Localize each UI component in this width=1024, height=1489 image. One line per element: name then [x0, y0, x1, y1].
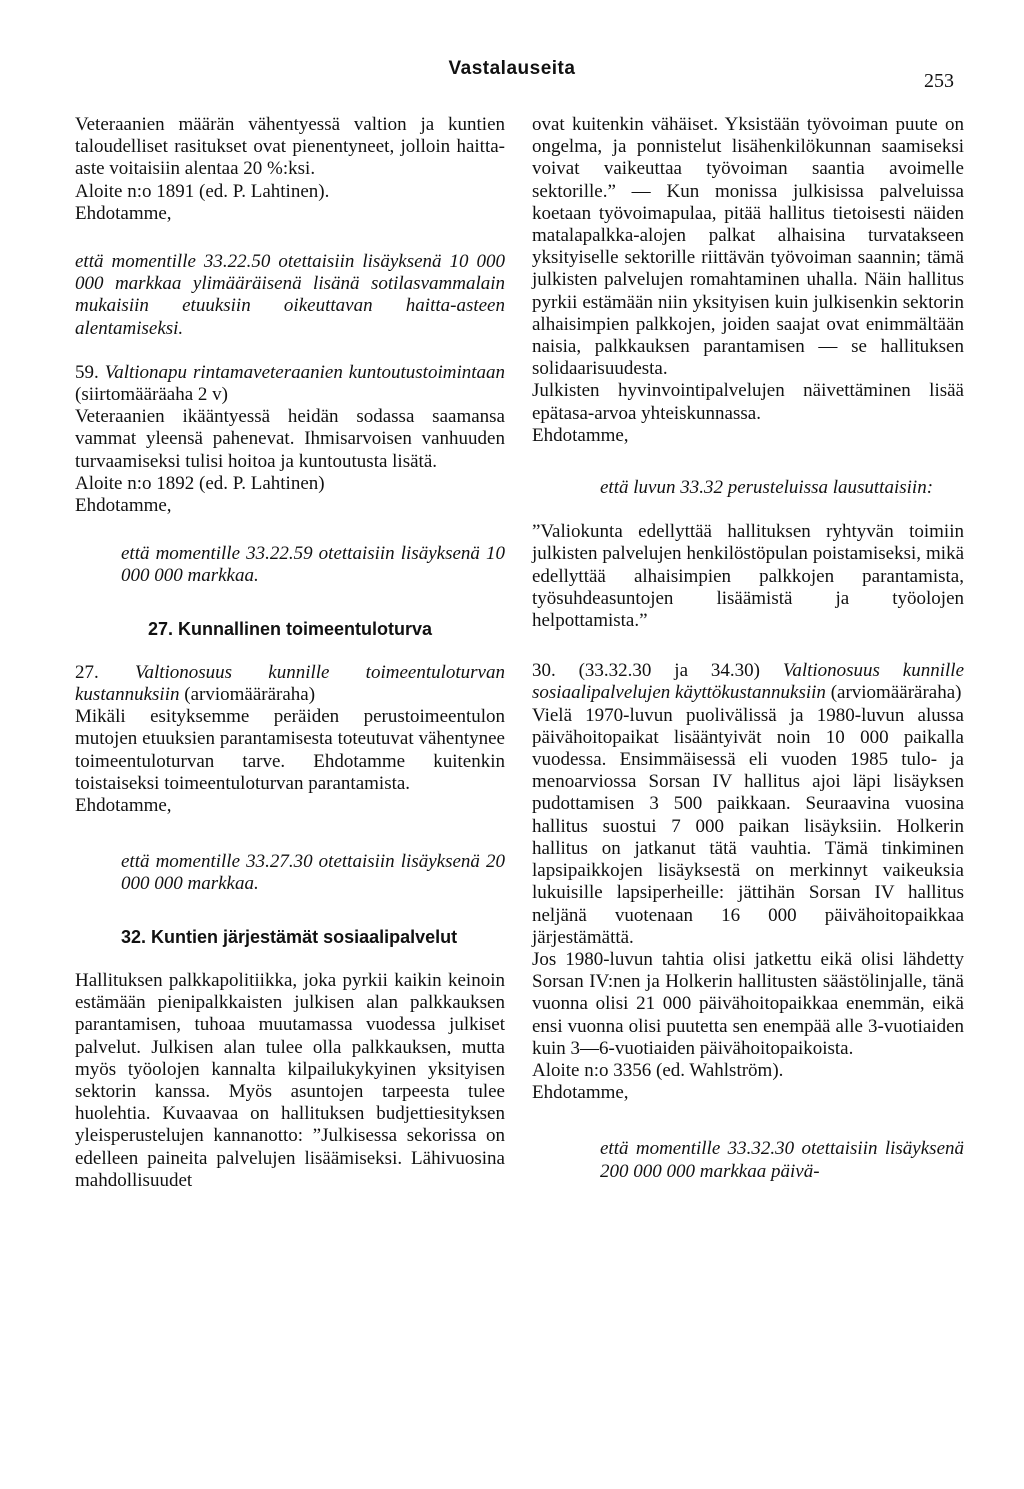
- item-59-heading: [75, 362, 505, 406]
- initiative-reference: Aloite n:o 3356 (ed. Wahlström).: [532, 1059, 784, 1081]
- item-type: (siirtomääräaha 2 v): [75, 384, 228, 406]
- proposal-lead: Ehdotamme,: [75, 495, 172, 517]
- right-column: [532, 114, 964, 1205]
- item-30-heading: [532, 660, 964, 704]
- page-number: 253: [924, 70, 954, 92]
- paragraph: Julkisten hyvinvointipalvelujen näivettäminen lisää epätasa-arvoa yhteiskunnassa.: [532, 380, 964, 424]
- item-27-heading: [75, 662, 505, 706]
- item-type: (arviomääräraha): [830, 682, 962, 704]
- proposal-text: että momentille 33.22.59 otettaisiin lisäyksenä 10 000 000 markkaa.: [121, 543, 505, 587]
- section-heading-32: 32. Kuntien järjestämät sosiaalipalvelut: [121, 926, 458, 947]
- paragraph: Mikäli esityksemme peräiden perustoimeentulon mutojen etuuksien parantamisesta toteutuvat vähentynee toimeentuloturvan tarve. Ehdotamme kuitenkin toistaiseksi toimeentuloturvan parantamista.: [75, 706, 505, 794]
- item-number: 27.: [75, 661, 99, 683]
- paragraph: Jos 1980-luvun tahtia olisi jatkettu eikä olisi lähdetty Sorsan IV:nen ja Holkerin hallitusten säästölinjalle, tänä vuonna olisi 21 000 päivähoitopaikkaa enemmän, eikä ensi vuonna olisi puutetta sen enempää alle 3-vuotiaiden kuin 3—6-vuotiaiden päivähoitopaikoista.: [532, 948, 964, 1059]
- item-title: Valtionosuus kunnille sosiaalipalvelujen käyttökustannuksiin: [532, 660, 964, 704]
- paragraph: Hallituksen palkkapolitiikka, joka pyrkii kaikin keinoin estämään pienipalkkaisten julkisen alan palkkauksen parantamisen, tuhoaa muutamassa vuodessa julkiset palvelut. Julkisen alan tulee olla palkkauksen, mutta myös työolojen kannalta kilpailukykyinen yksityisen sektorin kanssa. Myös asuntojen tarpeesta tulee huolehtia. Kuvaavaa on hallituksen budjettiesityksen yleisperustelujen kannanotto: ”Julkisessa sekorissa on edelleen paineita palvelujen lisäämiseksi. Lähivuosina mahdollisuudet: [75, 969, 505, 1191]
- paragraph: Vielä 1970-luvun puolivälissä ja 1980-luvun alussa päivähoitopaikat lisääntyivät noin 10 000 paikalla vuodessa. Ensimmäisessä eli vuoden 1985 tulo- ja menoarviossa Sorsan IV hallitus ajoi läpi lisäyksen pudottamisen 3 500 paikkaan. Seuraavina vuosina hallitus suostui 7 000 paikan lisäyksiin. Holkerin hallitus on jatkanut tätä vauhtia. Tämä tinkiminen lapsipaikkojen lisäyksestä on merkinnyt vaikeuksia lukuisille lapsiperheille: jättihän Sorsan IV hallitus neljänä vuotenaan 16 000 päivähoitopaikkaa järjestämättä.: [532, 704, 964, 948]
- left-column: [75, 114, 505, 1192]
- proposal-lead: Ehdotamme,: [75, 795, 172, 817]
- item-type: (arviomääräraha): [184, 684, 316, 706]
- proposal-lead: Ehdotamme,: [75, 202, 172, 224]
- proposal-lead: Ehdotamme,: [532, 424, 629, 446]
- section-heading-27: 27. Kunnallinen toimeentuloturva: [147, 618, 433, 639]
- proposal-text: että momentille 33.22.50 otettaisiin lisäyksenä 10 000 000 markkaa ylimääräisenä lisänä sotilasvammalain mukaisiin etuuksiin oikeuttavan haitta-asteen alentamiseksi.: [75, 251, 505, 339]
- proposal-text: että momentille 33.32.30 otettaisiin lisäyksenä 200 000 000 markkaa päivä-: [600, 1138, 964, 1182]
- proposal-lead: Ehdotamme,: [532, 1082, 629, 1104]
- proposal-text: että momentille 33.27.30 otettaisiin lisäyksenä 20 000 000 markkaa.: [121, 851, 505, 895]
- item-title: Valtionosuus kunnille toimeentuloturvan kustannuksiin: [75, 661, 505, 706]
- initiative-reference: Aloite n:o 1892 (ed. P. Lahtinen): [75, 472, 325, 494]
- paragraph: Veteraanien ikääntyessä heidän sodassa saamansa vammat yleensä pahenevat. Ihmisarvoisen vanhuuden turvaamiseksi tulisi hoitoa ja kuntoutusta lisätä.: [75, 406, 505, 472]
- item-number: 30. (33.32.30 ja 34.30): [532, 660, 760, 682]
- running-header: Vastalauseita: [448, 58, 576, 79]
- proposal-text: että luvun 33.32 perusteluissa lausuttaisiin:: [600, 477, 934, 499]
- paragraph: ovat kuitenkin vähäiset. Yksistään työvoiman puute on ongelma, ja ponnistelut lisähenkilökunnan saamiseksi voivat vaikeuttaa työvoiman saantia avoimelle sektorille.” — Kun monissa julkisissa palveluissa koetaan työvoimapulaa, pitää hallitus tietoisesti näiden matalapalkka-alojen palkat alhaisina turvatakseen yksityiselle sektorille riittävän työvoiman saannin; tämä julkisten palvelujen romahtaminen uhalla. Näin hallitus pyrkii estämään niin yksityisen kuin julkisenkin sektorin alhaisimpien palkkojen, joiden saajat ovat enimmältään naisia, palkkauksen parantamisen — se hallituksen solidaarisuudesta.: [532, 114, 964, 380]
- initiative-reference: Aloite n:o 1891 (ed. P. Lahtinen).: [75, 180, 330, 202]
- item-number: 59.: [75, 361, 99, 383]
- item-title: Valtionapu rintamaveteraanien kuntoutustoimintaan: [104, 361, 506, 383]
- quoted-statement: ”Valiokunta edellyttää hallituksen ryhtyvän toimiin julkisten palvelujen henkilöstöpulan poistamiseksi, mikä edellyttää alhaisimpien palkkojen parantamista, työsuhdeasuntojen lisäämistä ja työolojen helpottamista.”: [532, 521, 964, 632]
- paragraph: Veteraanien määrän vähentyessä valtion ja kuntien taloudelliset rasitukset ovat pienentyneet, jolloin haitta-aste voitaisiin alentaa 20 %:ksi.: [75, 114, 505, 180]
